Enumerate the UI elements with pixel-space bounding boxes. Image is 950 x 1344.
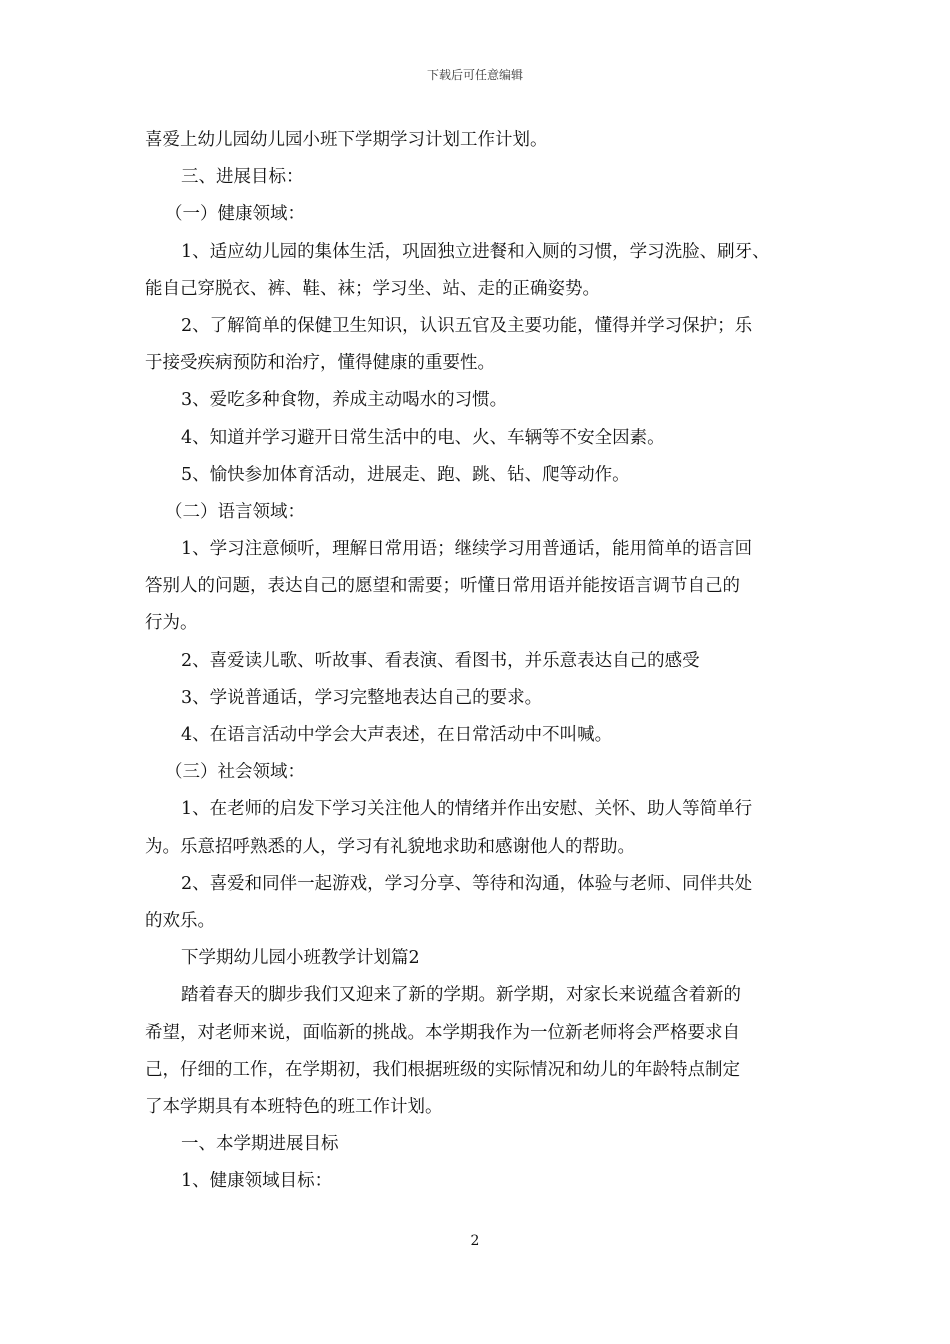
section-heading: 三、进展目标：	[181, 167, 304, 188]
text-line: 2、喜爱和同伴一起游戏，学习分享、等待和沟通，体验与老师、同伴共处	[181, 873, 753, 894]
text-line: 4、在语言活动中学会大声表述，在日常活动中不叫喊。	[181, 725, 613, 745]
text-line: 希望，对老师来说，面临新的挑战。本学期我作为一位新老师将会严格要求自	[145, 1022, 740, 1043]
text-line: 的欢乐。	[145, 910, 215, 931]
text-line: 3、爱吃多种食物，养成主动喝水的习惯。	[181, 390, 508, 411]
text-line: 4、知道并学习避开日常生活中的电、火、车辆等不安全因素。	[181, 427, 665, 448]
text-line: 了本学期具有本班特色的班工作计划。	[145, 1096, 443, 1117]
article-title: 下学期幼儿园小班教学计划篇2	[181, 948, 420, 969]
section-heading: 一、本学期进展目标	[181, 1134, 339, 1155]
subsection-heading: （三）社会领域：	[165, 762, 305, 783]
text-line: 为。乐意招呼熟悉的人，学习有礼貌地求助和感谢他人的帮助。	[145, 836, 635, 857]
subsection-heading: （二）语言领域：	[165, 501, 305, 522]
text-line: 2、了解简单的保健卫生知识，认识五官及主要功能，懂得并学习保护；乐	[181, 315, 753, 336]
subsection-heading: （一）健康领域：	[165, 204, 305, 225]
text-line: 喜爱上幼儿园幼儿园小班下学期学习计划工作计划。	[145, 130, 548, 150]
document-body	[145, 122, 825, 1200]
text-line: 己，仔细的工作，在学期初，我们根据班级的实际情况和幼儿的年龄特点制定	[145, 1059, 740, 1080]
text-line: 1、在老师的启发下学习关注他人的情绪并作出安慰、关怀、助人等简单行	[181, 799, 753, 820]
text-line: 能自己穿脱衣、裤、鞋、袜；学习坐、站、走的正确姿势。	[145, 278, 600, 299]
text-line: 5、愉快参加体育活动，进展走、跑、跳、钻、爬等动作。	[181, 464, 630, 485]
text-line: 行为。	[145, 613, 198, 634]
text-line: 答别人的问题，表达自己的愿望和需要；听懂日常用语并能按语言调节自己的	[145, 576, 740, 597]
text-line: 3、学说普通话，学习完整地表达自己的要求。	[181, 687, 543, 708]
page-number: 2	[470, 1233, 480, 1249]
text-line: 2、喜爱读儿歌、听故事、看表演、看图书，并乐意表达自己的感受	[181, 650, 700, 671]
text-line: 1、学习注意倾听，理解日常用语；继续学习用普通话，能用简单的语言回	[181, 539, 753, 560]
text-line: 1、适应幼儿园的集体生活，巩固独立进餐和入厕的习惯，学习洗脸、刷牙、	[181, 241, 770, 262]
text-line: 踏着春天的脚步我们又迎来了新的学期。新学期，对家长来说蕴含着新的	[181, 985, 741, 1006]
subsection-heading: 1、健康领域目标：	[181, 1171, 333, 1192]
text-line: 于接受疾病预防和治疗，懂得健康的重要性。	[145, 353, 495, 374]
page-header: 下载后可任意编辑	[426, 68, 523, 82]
